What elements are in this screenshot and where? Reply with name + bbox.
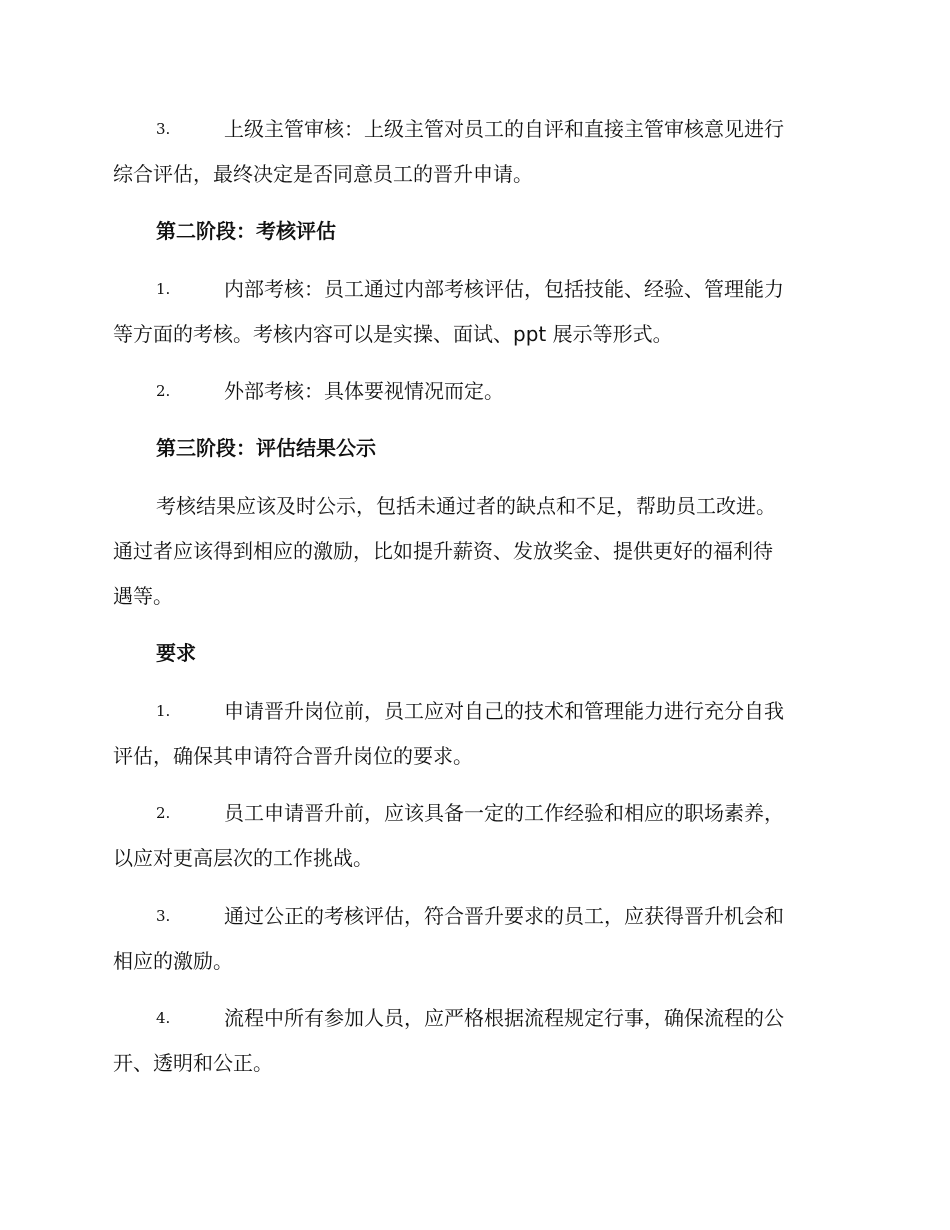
item-number: 1.	[156, 702, 171, 720]
paragraph-line: 员工申请晋升前，应该具备一定的工作经验和相应的职场素养，	[224, 801, 784, 825]
paragraph-line: 通过公正的考核评估，符合晋升要求的员工，应获得晋升机会和	[224, 904, 784, 928]
paragraph-line: 以应对更高层次的工作挑战。	[113, 846, 373, 870]
section-heading-stage-2: 第二阶段：考核评估	[156, 219, 336, 243]
paragraph-line: 通过者应该得到相应的激励，比如提升薪资、发放奖金、提供更好的福利待	[113, 539, 773, 563]
paragraph-line: 开、透明和公正。	[113, 1051, 273, 1075]
paragraph-line: 申请晋升岗位前，员工应对自己的技术和管理能力进行充分自我	[224, 699, 784, 723]
paragraph-line: 考核结果应该及时公示，包括未通过者的缺点和不足，帮助员工改进。	[156, 494, 776, 518]
item-number: 3.	[156, 907, 171, 925]
item-number: 2.	[156, 382, 171, 400]
section-heading-stage-3: 第三阶段：评估结果公示	[156, 436, 376, 460]
paragraph-line: 流程中所有参加人员，应严格根据流程规定行事，确保流程的公	[224, 1006, 784, 1030]
paragraph-line: 遇等。	[113, 584, 173, 608]
item-number: 1.	[156, 280, 171, 298]
section-heading-requirements: 要求	[156, 641, 196, 665]
paragraph-line: 评估，确保其申请符合晋升岗位的要求。	[113, 744, 473, 768]
paragraph-line: 内部考核：员工通过内部考核评估，包括技能、经验、管理能力	[224, 277, 784, 301]
paragraph-line: 综合评估，最终决定是否同意员工的晋升申请。	[113, 162, 533, 186]
item-number: 2.	[156, 804, 171, 822]
paragraph-line: 相应的激励。	[113, 949, 233, 973]
paragraph-line: 等方面的考核。考核内容可以是实操、面试、ppt 展示等形式。	[113, 322, 673, 346]
paragraph-line: 外部考核：具体要视情况而定。	[224, 379, 504, 403]
item-number: 4.	[156, 1009, 171, 1027]
item-number: 3.	[156, 120, 171, 138]
paragraph-line: 上级主管审核：上级主管对员工的自评和直接主管审核意见进行	[224, 117, 784, 141]
